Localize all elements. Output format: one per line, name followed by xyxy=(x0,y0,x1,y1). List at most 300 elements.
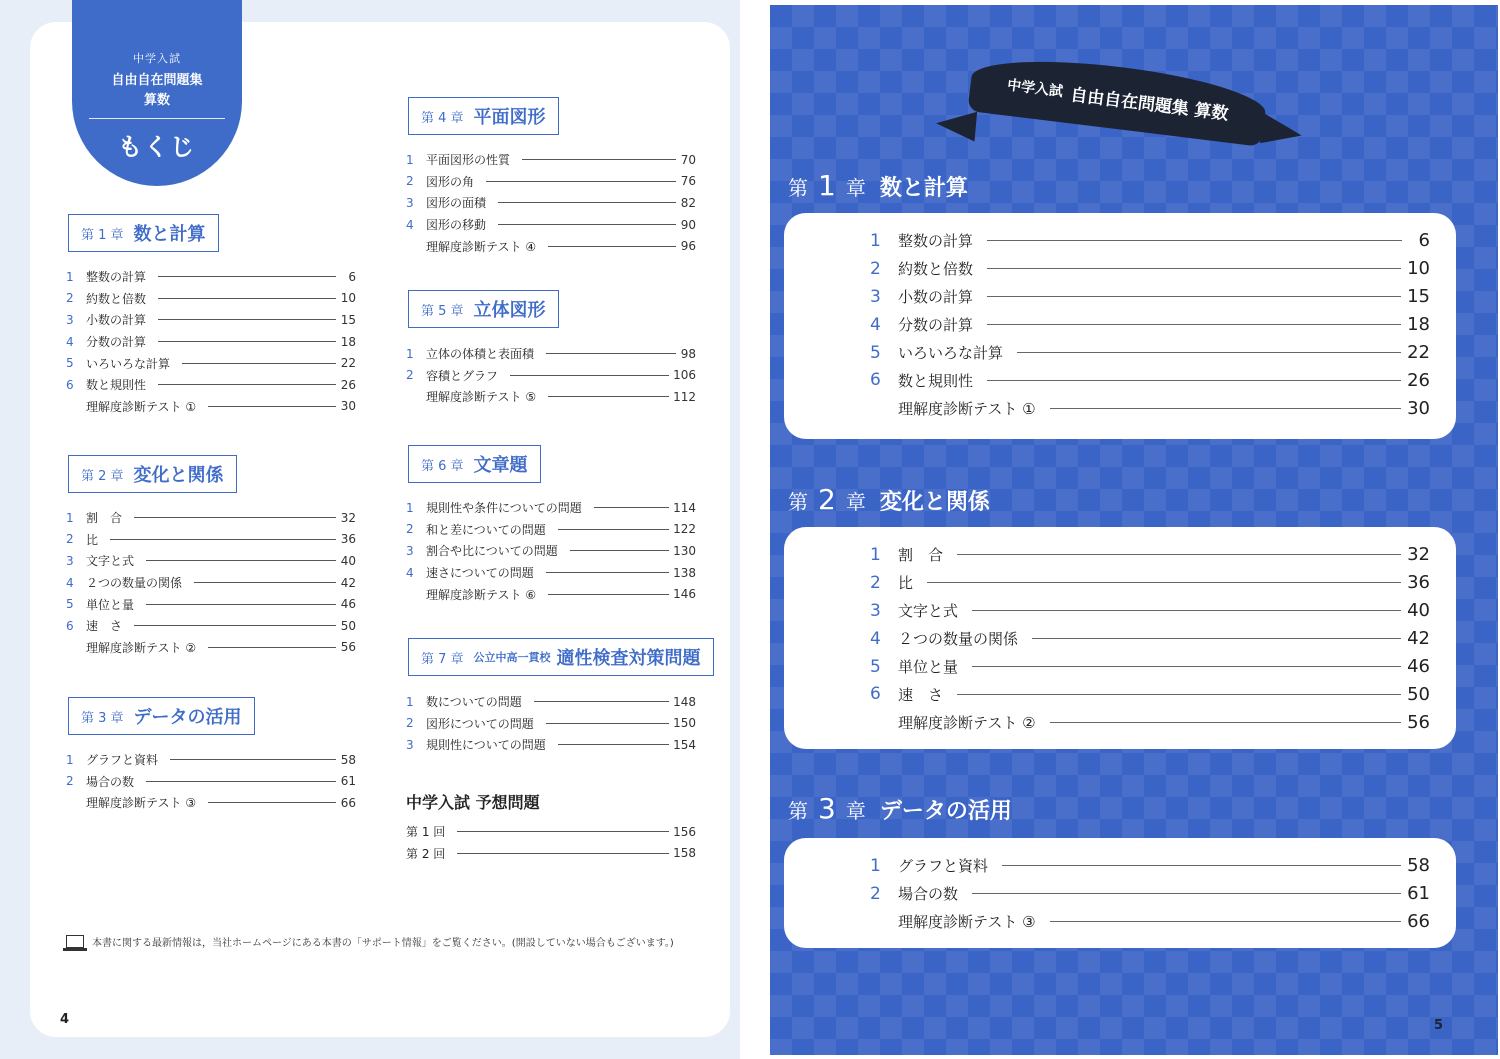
toc-page: 46 xyxy=(1407,656,1430,677)
toc-page: 32 xyxy=(340,510,356,525)
right-page xyxy=(770,5,1498,1055)
toc-label: 速さについての問題 xyxy=(426,566,534,581)
toc-row[interactable] xyxy=(406,149,696,171)
toc-label: 理解度診断テスト ③ xyxy=(86,796,197,811)
toc-leader xyxy=(534,701,669,702)
toc-label: 規則性についての問題 xyxy=(426,738,546,753)
toc-leader xyxy=(972,893,1401,894)
toc-leader xyxy=(957,554,1401,555)
toc-label: 分数の計算 xyxy=(898,316,974,335)
toc-num: 3 xyxy=(406,195,414,210)
toc-row[interactable] xyxy=(406,365,696,387)
practice-exam-title: 中学入試 予想問題 xyxy=(406,793,540,812)
toc-label: 比 xyxy=(898,574,914,593)
toc-page: 130 xyxy=(673,543,696,558)
right-chapter-2-card xyxy=(784,527,1456,749)
toc-num: 1 xyxy=(66,752,74,767)
toc-leader xyxy=(158,384,336,385)
toc-row[interactable] xyxy=(66,637,356,659)
toc-num: 2 xyxy=(66,532,74,547)
toc-num: 3 xyxy=(406,543,414,558)
toc-page: 15 xyxy=(340,312,356,327)
toc-label: 理解度診断テスト ⑤ xyxy=(426,390,537,405)
ribbon-prefix: 中学入試 xyxy=(1006,77,1064,101)
toc-page: 10 xyxy=(1407,258,1430,280)
toc-row[interactable] xyxy=(870,366,1430,394)
toc-page: 122 xyxy=(673,522,696,537)
toc-leader xyxy=(208,802,336,803)
toc-label: 場合の数 xyxy=(898,885,959,904)
chapter-prefix: 第 6 章 xyxy=(421,458,464,474)
toc-num: 2 xyxy=(66,291,74,306)
toc-num: 5 xyxy=(66,597,74,612)
practice-exam-toc xyxy=(406,821,696,864)
toc-leader xyxy=(486,181,676,182)
toc-label: ２つの数量の関係 xyxy=(898,630,1019,649)
toc-page: 146 xyxy=(673,587,696,602)
toc-label: 場合の数 xyxy=(86,774,135,789)
toc-num: 1 xyxy=(66,510,74,525)
toc-label: 速 さ xyxy=(86,619,123,634)
chapter-title: 数と計算 xyxy=(133,224,206,245)
toc-row[interactable] xyxy=(870,283,1430,311)
badge-line1: 中学入試 xyxy=(133,52,181,65)
chapter-number: 2 xyxy=(818,483,836,516)
toc-row[interactable] xyxy=(66,792,356,814)
toc-leader xyxy=(972,610,1401,611)
toc-num: 3 xyxy=(66,312,74,327)
chapter-3-toc xyxy=(66,749,356,814)
toc-label: 数と規則性 xyxy=(898,371,974,390)
toc-label: 規則性や条件についての問題 xyxy=(426,501,582,516)
toc-label: 図形の移動 xyxy=(426,218,487,233)
laptop-icon xyxy=(66,935,84,948)
toc-row[interactable] xyxy=(406,343,696,365)
toc-row[interactable] xyxy=(406,497,696,519)
toc-leader xyxy=(208,406,336,407)
chapter-dai: 第 xyxy=(788,799,808,823)
toc-page: 46 xyxy=(340,597,356,612)
toc-leader xyxy=(134,517,336,518)
toc-row[interactable] xyxy=(870,908,1430,936)
toc-label: 整数の計算 xyxy=(86,270,147,285)
toc-leader xyxy=(146,604,336,605)
toc-page: 58 xyxy=(1407,855,1430,877)
toc-row[interactable] xyxy=(66,593,356,615)
toc-leader xyxy=(457,853,669,854)
chapter-2-heading xyxy=(68,455,237,493)
chapter-6-heading xyxy=(408,445,541,483)
footnote-text: 本書に関する最新情報は，当社ホームページにある本書の「サポート情報」をご覧ください。(開設していない場合もございます。) xyxy=(92,938,674,949)
chapter-6-toc xyxy=(406,497,696,605)
toc-row[interactable] xyxy=(66,507,356,529)
toc-row[interactable] xyxy=(66,374,356,396)
page-number-left: 4 xyxy=(60,1012,70,1027)
ribbon-tail-right xyxy=(1260,114,1305,150)
toc-label: 理解度診断テスト ② xyxy=(86,640,197,655)
chapter-title: 適性検査対策問題 xyxy=(556,648,701,669)
badge-line2: 自由自在問題集 xyxy=(111,73,203,88)
toc-leader xyxy=(548,594,669,595)
right-chapter-3-heading xyxy=(788,792,1012,825)
badge-divider xyxy=(89,118,225,119)
toc-label: 理解度診断テスト ③ xyxy=(898,913,1036,932)
chapter-prefix: 第 4 章 xyxy=(421,110,464,126)
toc-row[interactable] xyxy=(406,843,696,865)
toc-label: 単位と量 xyxy=(86,597,135,612)
toc-leader xyxy=(134,625,336,626)
footnote xyxy=(66,934,674,949)
toc-row[interactable] xyxy=(406,821,696,843)
toc-row[interactable] xyxy=(406,171,696,193)
toc-num: 1 xyxy=(406,694,414,709)
toc-page: 10 xyxy=(340,291,356,306)
toc-num: 6 xyxy=(870,370,881,391)
toc-page: 148 xyxy=(673,694,696,709)
chapter-title: データの活用 xyxy=(879,799,1012,824)
toc-page: 6 xyxy=(1418,230,1430,252)
toc-label: 理解度診断テスト ① xyxy=(898,399,1036,418)
toc-leader xyxy=(546,353,676,354)
toc-row[interactable] xyxy=(406,235,696,257)
toc-row[interactable] xyxy=(406,734,696,756)
chapter-number: 1 xyxy=(818,169,836,202)
toc-page: 58 xyxy=(340,752,356,767)
toc-row[interactable] xyxy=(870,625,1430,653)
toc-row[interactable] xyxy=(406,562,696,584)
chapter-prefix: 第 3 章 xyxy=(81,710,124,726)
toc-num: 4 xyxy=(870,628,881,649)
toc-page: 154 xyxy=(673,737,696,752)
toc-page: 150 xyxy=(673,716,696,731)
toc-row[interactable] xyxy=(870,653,1430,681)
toc-label: 図形の角 xyxy=(426,174,475,189)
toc-leader xyxy=(987,380,1401,381)
toc-row[interactable] xyxy=(870,311,1430,339)
toc-label: 数についての問題 xyxy=(426,695,522,710)
toc-num: 6 xyxy=(66,377,74,392)
toc-row[interactable] xyxy=(406,519,696,541)
toc-label: 小数の計算 xyxy=(898,288,974,307)
toc-num: 1 xyxy=(870,855,881,876)
toc-page: 98 xyxy=(680,346,696,361)
ribbon-tail-left xyxy=(935,108,977,141)
toc-num: 4 xyxy=(406,565,414,580)
right-chapter-1-heading xyxy=(788,169,968,202)
toc-leader xyxy=(987,296,1401,297)
toc-page: 66 xyxy=(340,795,356,810)
chapter-1-toc xyxy=(66,266,356,417)
toc-page: 138 xyxy=(673,565,696,580)
toc-row[interactable] xyxy=(66,615,356,637)
toc-row[interactable] xyxy=(870,880,1430,908)
toc-num: 2 xyxy=(870,572,881,593)
toc-row[interactable] xyxy=(406,214,696,236)
toc-row[interactable] xyxy=(870,255,1430,283)
toc-leader xyxy=(1002,865,1401,866)
toc-num: 6 xyxy=(870,684,881,705)
toc-leader xyxy=(182,363,336,364)
toc-page: 26 xyxy=(1407,369,1430,391)
toc-page: 61 xyxy=(1407,883,1430,905)
toc-page: 30 xyxy=(340,399,356,414)
toc-leader xyxy=(110,539,336,540)
chapter-1-heading xyxy=(68,214,219,252)
toc-page: 70 xyxy=(680,152,696,167)
right-chapter-1-card xyxy=(784,213,1456,439)
toc-num: 5 xyxy=(870,656,881,677)
toc-page: 66 xyxy=(1407,911,1430,933)
toc-page: 6 xyxy=(348,269,356,284)
toc-row[interactable] xyxy=(66,266,356,288)
toc-page: 61 xyxy=(340,774,356,789)
toc-num: 1 xyxy=(870,544,881,565)
toc-label: 平面図形の性質 xyxy=(426,153,511,168)
toc-num: 3 xyxy=(870,600,881,621)
toc-label: 理解度診断テスト ② xyxy=(898,713,1036,732)
toc-num: 3 xyxy=(406,737,414,752)
toc-row[interactable] xyxy=(870,569,1430,597)
toc-row[interactable] xyxy=(66,309,356,331)
toc-leader xyxy=(548,396,669,397)
toc-page: 90 xyxy=(680,217,696,232)
toc-leader xyxy=(158,319,336,320)
toc-page: 15 xyxy=(1407,286,1430,308)
chapter-7-toc xyxy=(406,691,696,756)
toc-page: 156 xyxy=(673,824,696,839)
right-chapter-1-toc xyxy=(870,227,1430,422)
toc-label: 分数の計算 xyxy=(86,335,147,350)
toc-row[interactable] xyxy=(66,396,356,418)
toc-page: 26 xyxy=(340,377,356,392)
toc-leader xyxy=(927,582,1401,583)
toc-row[interactable] xyxy=(870,541,1430,569)
chapter-5-toc xyxy=(406,343,696,408)
toc-page: 114 xyxy=(673,500,696,515)
toc-page: 158 xyxy=(673,846,696,861)
toc-leader xyxy=(1050,722,1401,723)
toc-label: グラフと資料 xyxy=(898,857,989,876)
toc-leader xyxy=(972,666,1401,667)
toc-page: 36 xyxy=(1407,572,1430,594)
toc-num: 6 xyxy=(66,618,74,633)
chapter-dai: 第 xyxy=(788,176,808,200)
toc-label: 小数の計算 xyxy=(86,313,147,328)
toc-leader xyxy=(158,298,336,299)
toc-page: 50 xyxy=(1407,683,1430,705)
toc-row[interactable] xyxy=(66,749,356,771)
toc-leader xyxy=(194,582,336,583)
toc-row[interactable] xyxy=(870,597,1430,625)
toc-leader xyxy=(146,560,336,561)
toc-row[interactable] xyxy=(870,227,1430,255)
toc-num: 2 xyxy=(406,716,414,731)
toc-label: 容積とグラフ xyxy=(426,368,499,383)
toc-row[interactable] xyxy=(406,691,696,713)
toc-label: 図形についての問題 xyxy=(426,716,534,731)
chapter-dai: 第 xyxy=(788,490,808,514)
chapter-title: 数と計算 xyxy=(879,176,968,201)
toc-label: 速 さ xyxy=(898,685,944,704)
toc-page: 76 xyxy=(680,174,696,189)
toc-page: 50 xyxy=(340,618,356,633)
toc-row[interactable] xyxy=(66,572,356,594)
chapter-title: データの活用 xyxy=(133,707,242,728)
chapter-sho: 章 xyxy=(845,799,866,823)
toc-label: いろいろな計算 xyxy=(86,356,171,371)
page-number-right: 5 xyxy=(1434,1018,1444,1033)
toc-label: 約数と倍数 xyxy=(898,260,974,279)
toc-leader xyxy=(146,781,336,782)
toc-leader xyxy=(457,831,669,832)
toc-label: ２つの数量の関係 xyxy=(86,576,183,591)
title-ribbon xyxy=(967,49,1268,147)
toc-leader xyxy=(1032,638,1401,639)
chapter-subtitle: 公立中高一貫校 xyxy=(473,651,551,664)
chapter-sho: 章 xyxy=(845,176,866,200)
toc-leader xyxy=(522,159,676,160)
toc-num: 4 xyxy=(66,575,74,590)
toc-leader xyxy=(546,572,669,573)
toc-row[interactable] xyxy=(406,583,696,605)
toc-leader xyxy=(548,246,676,247)
toc-label: 理解度診断テスト ① xyxy=(86,399,197,414)
chapter-4-heading xyxy=(408,97,559,135)
toc-leader xyxy=(498,224,676,225)
toc-row[interactable] xyxy=(870,852,1430,880)
toc-row[interactable] xyxy=(870,394,1430,422)
chapter-sho: 章 xyxy=(845,490,866,514)
toc-label: 理解度診断テスト ⑥ xyxy=(426,587,537,602)
toc-row[interactable] xyxy=(66,550,356,572)
contents-badge xyxy=(72,0,242,186)
toc-leader xyxy=(594,507,669,508)
toc-num: 1 xyxy=(406,152,414,167)
toc-leader xyxy=(558,529,669,530)
toc-leader xyxy=(170,759,336,760)
toc-label: 立体の体積と表面積 xyxy=(426,347,535,362)
toc-leader xyxy=(1017,352,1401,353)
right-chapter-3-toc xyxy=(870,852,1430,936)
toc-row[interactable] xyxy=(406,192,696,214)
toc-leader xyxy=(987,324,1401,325)
toc-label: 約数と倍数 xyxy=(86,291,147,306)
toc-row[interactable] xyxy=(406,713,696,735)
toc-label: 整数の計算 xyxy=(898,232,974,251)
toc-num: 2 xyxy=(870,883,881,904)
chapter-number: 3 xyxy=(818,792,836,825)
chapter-prefix: 第 2 章 xyxy=(81,468,124,484)
right-chapter-2-toc xyxy=(870,541,1430,736)
toc-row[interactable] xyxy=(870,708,1430,736)
toc-page: 42 xyxy=(340,575,356,590)
toc-num: 2 xyxy=(870,258,881,279)
toc-leader xyxy=(510,375,669,376)
toc-row[interactable] xyxy=(870,339,1430,367)
toc-leader xyxy=(158,276,336,277)
toc-label: 文字と式 xyxy=(86,554,135,569)
toc-label: 理解度診断テスト ④ xyxy=(426,239,537,254)
toc-leader xyxy=(498,202,676,203)
right-chapter-2-heading xyxy=(788,483,990,516)
toc-num: 1 xyxy=(870,230,881,251)
ribbon-title: 自由自在問題集 算数 xyxy=(1069,84,1230,124)
toc-page: 96 xyxy=(680,239,696,254)
toc-row[interactable] xyxy=(66,288,356,310)
toc-row[interactable] xyxy=(406,386,696,408)
toc-leader xyxy=(1050,921,1401,922)
toc-num: 5 xyxy=(870,342,881,363)
toc-label: グラフと資料 xyxy=(86,753,159,768)
toc-page: 82 xyxy=(680,195,696,210)
toc-page: 40 xyxy=(340,553,356,568)
toc-label: 数と規則性 xyxy=(86,378,147,393)
toc-num: 4 xyxy=(870,314,881,335)
toc-num: 2 xyxy=(406,522,414,537)
toc-page: 40 xyxy=(1407,600,1430,622)
toc-num: 1 xyxy=(66,269,74,284)
chapter-title: 変化と関係 xyxy=(133,465,224,486)
toc-page: 30 xyxy=(1407,397,1430,419)
toc-num: 4 xyxy=(406,217,414,232)
toc-row[interactable] xyxy=(66,529,356,551)
chapter-4-toc xyxy=(406,149,696,257)
toc-label: 割合や比についての問題 xyxy=(426,544,558,559)
chapter-title: 変化と関係 xyxy=(879,490,990,515)
chapter-7-heading xyxy=(408,638,714,676)
toc-label: 文字と式 xyxy=(898,602,959,621)
toc-leader xyxy=(208,647,336,648)
toc-row[interactable] xyxy=(66,771,356,793)
toc-page: 56 xyxy=(1407,711,1430,733)
toc-page: 36 xyxy=(340,532,356,547)
chapter-3-heading xyxy=(68,697,255,735)
toc-leader xyxy=(987,268,1401,269)
toc-leader xyxy=(1050,408,1401,409)
toc-page: 42 xyxy=(1407,628,1430,650)
toc-leader xyxy=(558,744,669,745)
toc-page: 22 xyxy=(340,356,356,371)
toc-num: 2 xyxy=(406,174,414,189)
toc-label: 第 1 回 xyxy=(406,825,446,840)
right-chapter-3-card xyxy=(784,838,1456,948)
toc-num: 2 xyxy=(406,368,414,383)
chapter-title: 平面図形 xyxy=(473,107,546,128)
chapter-prefix: 第 1 章 xyxy=(81,227,124,243)
toc-label: 割 合 xyxy=(86,511,123,526)
toc-num: 2 xyxy=(66,774,74,789)
toc-num: 4 xyxy=(66,334,74,349)
toc-page: 106 xyxy=(673,368,696,383)
chapter-5-heading xyxy=(408,290,559,328)
toc-leader xyxy=(570,550,669,551)
toc-page: 32 xyxy=(1407,544,1430,566)
toc-page: 112 xyxy=(673,389,696,404)
toc-row[interactable] xyxy=(870,680,1430,708)
left-page xyxy=(0,0,740,1059)
toc-row[interactable] xyxy=(66,352,356,374)
toc-num: 1 xyxy=(406,500,414,515)
toc-leader xyxy=(158,341,336,342)
toc-label: いろいろな計算 xyxy=(898,344,1004,362)
toc-row[interactable] xyxy=(406,540,696,562)
toc-num: 1 xyxy=(406,346,414,361)
toc-row[interactable] xyxy=(66,331,356,353)
badge-line3: 算数 xyxy=(143,93,170,108)
badge-title: もくじ xyxy=(118,133,196,161)
toc-page: 56 xyxy=(340,640,356,655)
chapter-title: 文章題 xyxy=(473,455,528,476)
